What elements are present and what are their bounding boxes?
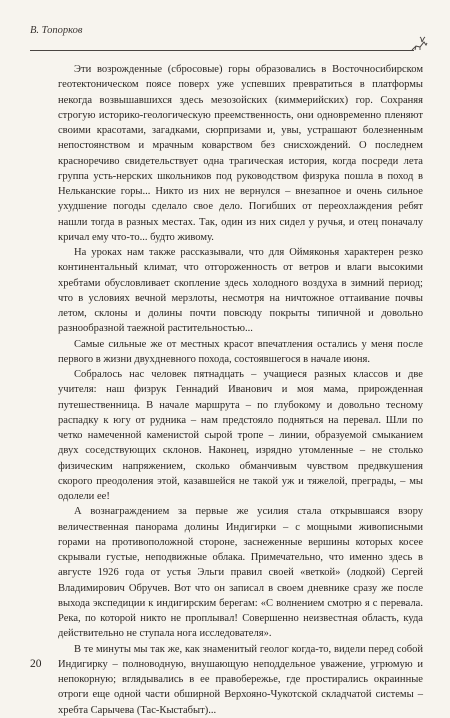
paragraph: Эти возрожденные (сбросовые) горы образовались в Восточносибирском геотектоническом поясе поверх уже успевших превратиться в платформы некогда возвышавшихся здесь мезозойских (киммерийских) гор. Сохраняя строгую историко-геологическую преемственность, они одновременно пленяют своими красотами, загадками, сюрпризами и, увы, устрашают болезненным непостоянством и мрачным коварством без снисхождений. О последнем красноречиво свидетельствует одна трагическая история, когда посреди лета группа усть-нерских школьников под руководством физрука пошла в поход в Нельканские горы... Никто из них не вернулся – внезапное и очень сильное ухудшение погоды сделало свое дело. Погибших от переохлаждения ребят нашли тогда в разных местах. Так, один из них сидел у ручья, и отец поначалу кричал ему что-то... будто живому. [58, 64, 423, 243]
header-rule [30, 50, 414, 51]
page-number: 20 [30, 658, 42, 670]
body-text [58, 62, 423, 718]
paragraph: Собралось нас человек пятнадцать – учащиеся разных классов и две учителя: наш физрук Геннадий Иванович и моя мама, прирожденная путешественница. В начале маршрута – по глубокому и довольно тесному распадку к югу от рудника – нам предстояло подняться на перевал. Шли по четко намеченной каменистой сырой тропе – линии, образуемой смыканием двух соседствующих склонов. Наконец, изрядно утомленные – не столько физическим напряжением, сколько обманчивым чувством предвкушения скорого преодоления этой, казавшейся не такой уж и тяжелой, преграды, – мы одолели ее! [58, 369, 423, 502]
running-head [30, 18, 428, 52]
running-head-author: В. Топорков [30, 25, 83, 36]
paragraph: На уроках нам также рассказывали, что для Оймяконья характерен резко континентальный климат, что отгороженность от ветров и влаги высокими хребтами обусловливает скопление здесь холодного воздуха в зимний период; что в условиях вечной мерзлоты, несмотря на ничтожное оттаивание почвы летом, склоны и долины почти повсюду покрыты типичной и довольно разнообразной таежной растительностью... [58, 247, 423, 335]
paragraph: Самые сильные же от местных красот впечатления остались у меня после первого в жизни двухдневного похода, состоявшегося в начале июня. [58, 338, 423, 365]
paragraph: А вознаграждением за первые же усилия стала открывшаяся взору величественная панорама долины Индигирки – с мощными живописными горами на противоположной стороне, заснеженные вершины которых косее скрывали густые, неподвижные облака. Примечательно, что именно здесь в августе 1926 года от устья Эльги правил своей «веткой» (лодкой) Сергей Владимирович Обручев. Вот что он записал в своем дневнике сразу же после выхода экспедиции к индигирским берегам: «С волнением смотрю я с перевала. Река, по которой никто не проплывал! Совершенно неизвестная область, куда действительно не ступала нога исследователя». [58, 506, 423, 640]
deer-ornament-icon [410, 36, 428, 52]
paragraph: В те минуты мы так же, как знаменитый геолог когда-то, видели перед собой Индигирку – полноводную, внушающую неподдельное уважение, угрюмую и непокорную; вглядывались в ее правобережье, где простирались окраинные отроги еще одной части обширной Верхояно-Чукотской складчатой системы – хребта Сарычева (Тас-Кыстабыт)... [58, 643, 423, 716]
